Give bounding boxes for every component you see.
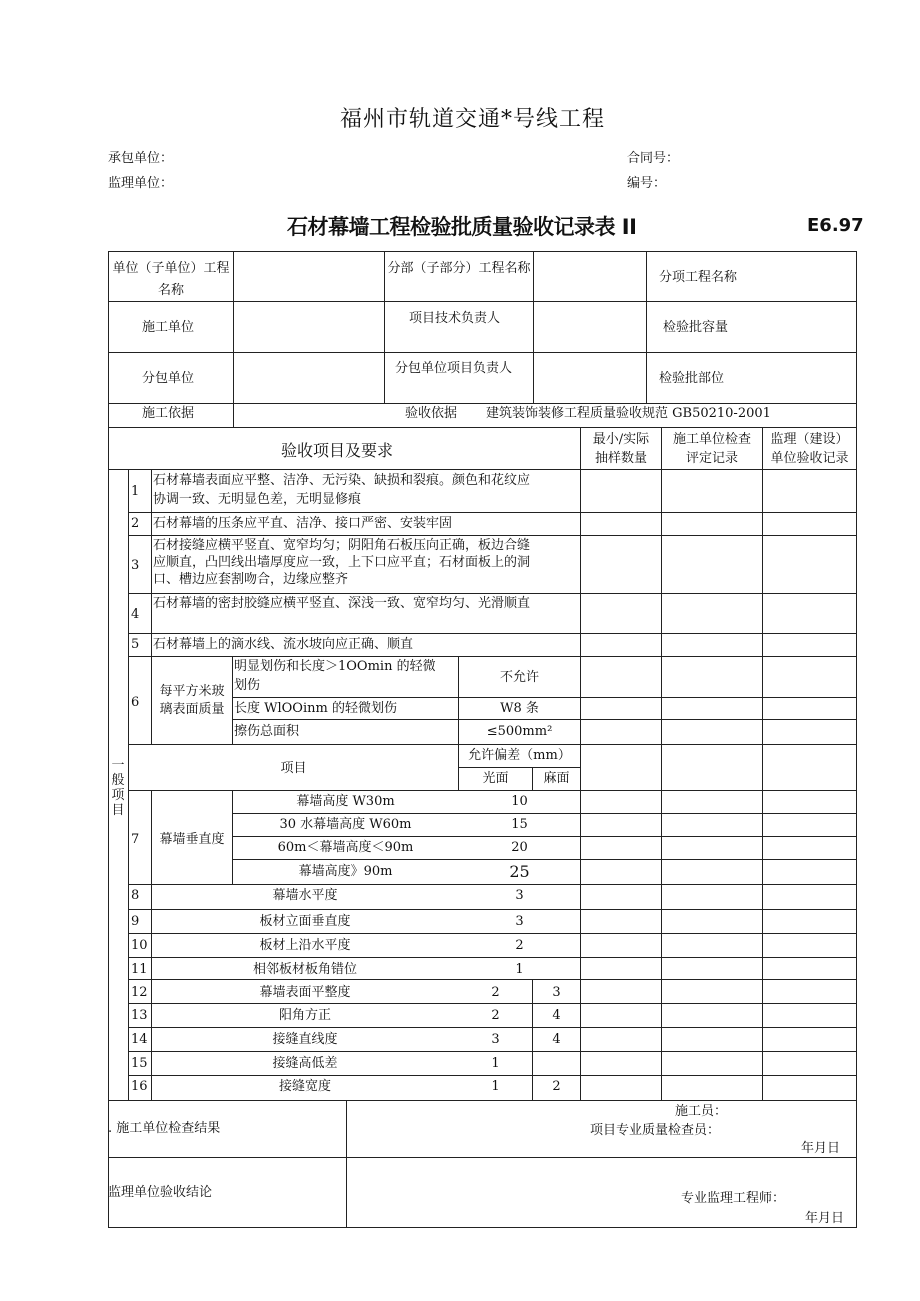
- item-7-row-4-glossy: 25: [509, 862, 530, 881]
- tolerance-project-label: 项目: [280, 761, 307, 776]
- construction-unit-label: 施工单位: [142, 320, 195, 335]
- tolerance-rough-label: 麻面: [543, 771, 570, 786]
- item-10-no: 10: [131, 938, 148, 953]
- item-11-no: 11: [131, 962, 148, 977]
- batch-capacity-label: 检验批容量: [663, 320, 729, 335]
- item-4-no: 4: [131, 607, 140, 622]
- item-13-text: 阳角方正: [278, 1008, 331, 1023]
- unit-name-label: 单位（子单位）工程名称: [112, 261, 230, 298]
- engineer-label: 专业监理工程师：: [681, 1191, 786, 1206]
- item-3-text-2: 应顺直，凸凹线出墙厚度应一致，上下口应平直；石材面板上的洞: [153, 555, 531, 570]
- basis-label: 施工依据: [142, 406, 195, 421]
- item-6-r1-text-2: 划伤: [234, 678, 261, 693]
- supervisor-label: 监理单位：: [108, 176, 174, 191]
- serial-no-label: 编号：: [627, 176, 667, 191]
- item-4-text: 石材幕墙的密封胶缝应横平竖直、深浅一致、宽窄均匀、光滑顺直: [153, 596, 531, 611]
- item-7-row-3-glossy: 20: [511, 840, 528, 855]
- general-items-char: 般: [111, 773, 125, 788]
- item-5-text: 石材幕墙上的滴水线、流水坡向应正确、顺直: [153, 637, 414, 652]
- item-7-row-2-glossy: 15: [511, 817, 528, 832]
- construction-result-label: . 施工单位检查结果: [108, 1121, 221, 1136]
- tolerance-allowed-label: 允许偏差（mm）: [468, 748, 571, 763]
- acceptance-basis-value: 建筑装饰装修工程质量验收规范 GB50210-2001: [486, 406, 771, 421]
- item-3-text-3: 口、槽边应套割吻合，边缘应整齐: [153, 572, 349, 587]
- min-sample-header-1: 最小/实际: [592, 432, 650, 447]
- item-12-glossy: 2: [491, 985, 500, 1000]
- qc-inspector-label: 项目专业质量检查员：: [590, 1123, 721, 1138]
- item-12-no: 12: [131, 985, 148, 1000]
- item-10-glossy: 2: [515, 938, 524, 953]
- contractor-label: 承包单位：: [108, 151, 174, 166]
- project-title: 福州市轨道交通*号线工程: [340, 107, 606, 132]
- item-1-no: 1: [131, 484, 140, 499]
- general-items-char: 目: [111, 803, 125, 818]
- form-code: E6.97: [807, 215, 864, 236]
- item-13-rough: 4: [552, 1008, 561, 1023]
- item-6-r2-text: 长度 WlOOinm 的轻微划伤: [234, 701, 397, 716]
- general-items-char: 一: [111, 758, 125, 773]
- item-12-text: 幕墙表面平整度: [259, 985, 351, 1000]
- tech-lead-label: 项目技术负责人: [409, 311, 501, 326]
- item-12-rough: 3: [552, 985, 561, 1000]
- general-items-label: [110, 758, 126, 818]
- item-2-text: 石材幕墙的压条应平直、洁净、接口严密、安装牢固: [153, 516, 453, 531]
- item-8-no: 8: [131, 888, 140, 903]
- sub-item-label: 分项工程名称: [659, 270, 738, 285]
- item-3-no: 3: [131, 558, 140, 573]
- min-sample-header-2: 抽样数量: [594, 451, 647, 466]
- date-1: 年月日: [801, 1141, 841, 1156]
- item-6-r1-value: 不允许: [499, 670, 539, 685]
- item-6-label-2: 璃表面质量: [159, 702, 225, 717]
- item-16-text: 接缝宽度: [278, 1079, 331, 1094]
- batch-location-label: 检验批部位: [659, 371, 725, 386]
- item-16-no: 16: [131, 1079, 148, 1094]
- general-items-char: 项: [111, 788, 125, 803]
- item-14-text: 接缝直线度: [272, 1032, 338, 1047]
- item-11-glossy: 1: [515, 962, 524, 977]
- item-16-rough: 2: [552, 1079, 561, 1094]
- item-14-glossy: 3: [491, 1032, 500, 1047]
- item-6-r3-text: 擦伤总面积: [234, 724, 300, 739]
- item-6-no: 6: [131, 695, 140, 710]
- check-header-1: 施工单位检查: [672, 432, 751, 447]
- item-11-text: 相邻板材板角错位: [252, 962, 357, 977]
- supervision-header-1: 监理（建设）: [770, 432, 849, 447]
- form-title: 石材幕墙工程检验批质量验收记录表 II: [287, 215, 637, 239]
- item-6-label-1: 每平方米玻: [159, 684, 225, 699]
- subcontract-unit-label: 分包单位: [142, 371, 195, 386]
- item-7-row-3-text: 60m＜幕墙高度＜90m: [277, 840, 414, 855]
- item-14-no: 14: [131, 1032, 148, 1047]
- item-15-no: 15: [131, 1056, 148, 1071]
- item-8-text: 幕墙水平度: [272, 888, 338, 903]
- item-14-rough: 4: [552, 1032, 561, 1047]
- tolerance-glossy-label: 光面: [482, 771, 509, 786]
- item-7-no: 7: [131, 832, 140, 847]
- item-7-row-1-text: 幕墙高度 W30m: [296, 794, 395, 809]
- sub-division-label: 分部（子部分）工程名称: [387, 261, 531, 276]
- item-2-no: 2: [131, 516, 140, 531]
- item-7-row-4-text: 幕墙高度》90m: [298, 864, 393, 879]
- date-2: 年月日: [805, 1211, 845, 1226]
- item-7-row-2-text: 30 水幕墙高度 W60m: [279, 817, 412, 832]
- contract-no-label: 合同号：: [627, 151, 680, 166]
- item-16-glossy: 1: [491, 1079, 500, 1094]
- constructor-label: 施工员：: [675, 1104, 728, 1119]
- item-3-text-1: 石材接缝应横平竖直、宽窄均匀；阴阳角石板压向正确，板边合缝: [153, 538, 531, 553]
- item-1-text-2: 协调一致、无明显色差，无明显修痕: [153, 492, 362, 507]
- supervision-header-2: 单位验收记录: [770, 451, 849, 466]
- item-15-text: 接缝高低差: [272, 1056, 338, 1071]
- item-6-r3-value: ≤500mm²: [486, 724, 553, 739]
- item-1-text-1: 石材幕墙表面应平整、洁净、无污染、缺损和裂痕。颜色和花纹应: [153, 473, 531, 488]
- subcontract-lead-label: 分包单位项目负责人: [395, 361, 513, 376]
- check-header-2: 评定记录: [685, 451, 738, 466]
- item-7-label: 幕墙垂直度: [159, 832, 225, 847]
- items-requirements-header: 验收项目及要求: [281, 441, 394, 460]
- acceptance-basis-label: 验收依据: [405, 406, 458, 421]
- item-9-no: 9: [131, 914, 140, 929]
- item-8-glossy: 3: [515, 888, 524, 903]
- item-6-r1-text-1: 明显划伤和长度＞1OOmin 的轻微: [234, 659, 436, 674]
- item-5-no: 5: [131, 637, 140, 652]
- item-9-text: 板材立面垂直度: [259, 914, 351, 929]
- item-15-glossy: 1: [491, 1056, 500, 1071]
- item-9-glossy: 3: [515, 914, 524, 929]
- item-7-row-1-glossy: 10: [511, 794, 528, 809]
- item-13-glossy: 2: [491, 1008, 500, 1023]
- item-10-text: 板材上沿水平度: [259, 938, 351, 953]
- supervision-result-label: 监理单位验收结论: [108, 1185, 213, 1200]
- item-13-no: 13: [131, 1008, 148, 1023]
- item-6-r2-value: W8 条: [500, 701, 539, 716]
